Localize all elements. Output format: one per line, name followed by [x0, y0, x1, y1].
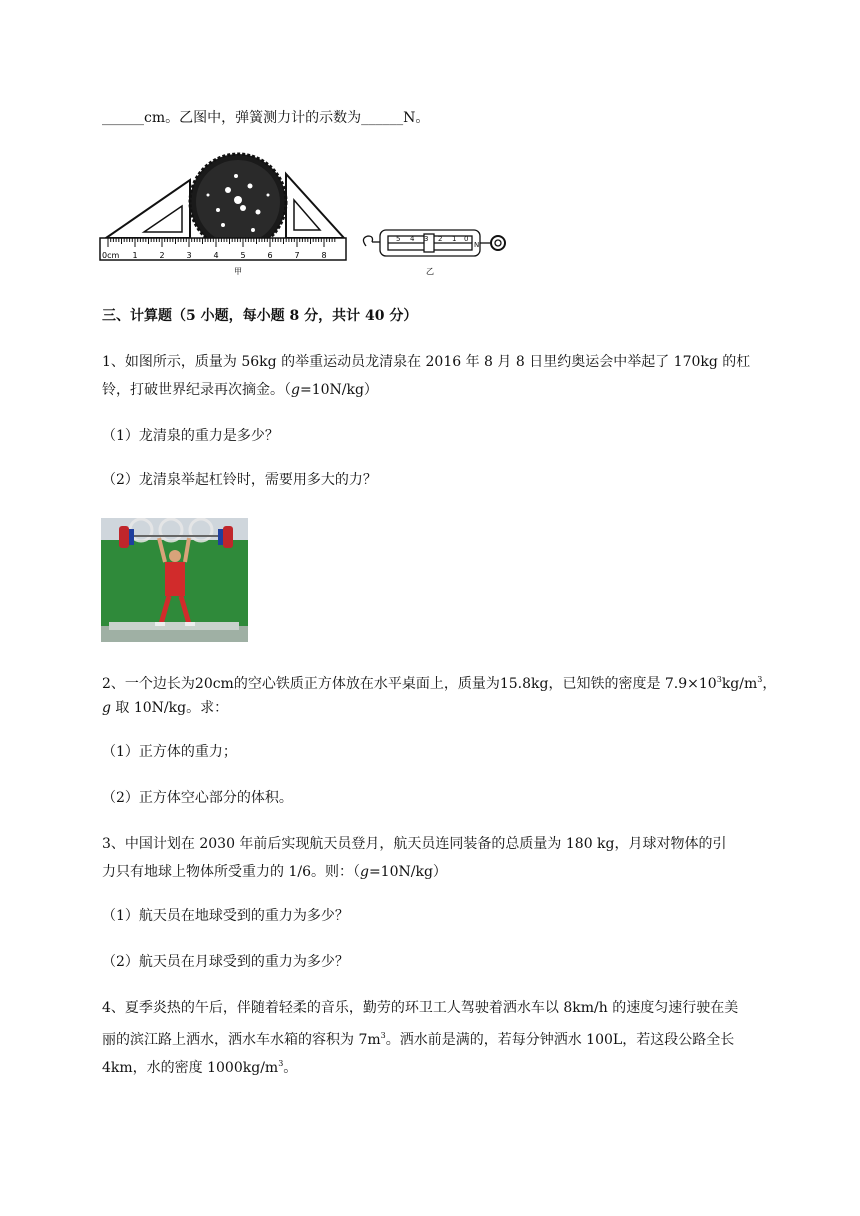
ruler	[100, 238, 346, 260]
ruler-tick-label: 6	[267, 251, 273, 260]
q3-sub-1: （1）航天员在地球受到的重力为多少？	[102, 908, 349, 924]
ruler-tick-label: 2	[159, 251, 165, 260]
q1-line-2	[102, 380, 378, 400]
q4-line-3-text: 4km，水的密度 1000kg/m	[102, 1060, 279, 1076]
intro-text-2: N。	[403, 110, 430, 126]
q3-line-2	[102, 862, 447, 882]
q2-unit: kg/m	[721, 676, 758, 692]
exponent: 3	[278, 1059, 284, 1068]
q2-comma: ，	[762, 676, 777, 692]
exponent: 3	[757, 675, 763, 684]
q2-sub-1: （1）正方体的重力；	[102, 744, 237, 760]
q2-sub-2: （2）正方体空心部分的体积。	[102, 790, 293, 806]
q4-line-2-text: 丽的滨江路上洒水，洒水车水箱的容积为 7m	[102, 1032, 381, 1048]
scale-number: 1	[452, 235, 457, 243]
q4-line-2	[102, 1026, 734, 1050]
spring-scale	[363, 230, 505, 256]
q1-line-1: 1、如图所示，质量为 56kg 的举重运动员龙清泉在 2016 年 8 月 8 日里约奥运会中举起了 170kg 的杠	[102, 354, 751, 370]
scale-number: 4	[410, 235, 415, 243]
ruler-tick-label: 4	[213, 251, 219, 260]
q4-line-2-tail: 。洒水前是满的，若每分钟洒水 100L，若这段公路全长	[385, 1032, 735, 1048]
q1-line-2-text: 铃，打破世界纪录再次摘金。（	[102, 382, 291, 398]
coin-object	[190, 154, 286, 250]
intro-line	[102, 108, 429, 128]
q3-sub-2: （2）航天员在月球受到的重力为多少？	[102, 954, 349, 970]
intro-text-1: cm。乙图中，弹簧测力计的示数为	[144, 110, 362, 126]
scale-number: 2	[438, 235, 443, 243]
q4-line-3-tail: 。	[283, 1060, 298, 1076]
caption-a: 甲	[234, 267, 242, 276]
measurement-figure	[98, 150, 518, 280]
spring-scale-numbers	[396, 235, 479, 249]
q3-line-1: 3、中国计划在 2030 年前后实现航天员登月，航天员连同装备的总质量为 180 kg，月球对物体的引	[102, 836, 727, 852]
section-heading: 三、计算题（5 小题，每小题 8 分，共计 40 分）	[102, 308, 418, 324]
q1-sub-1: （1）龙清泉的重力是多少？	[102, 428, 279, 444]
ruler-tick-label: 7	[294, 251, 300, 260]
ruler-tick-label: 1	[132, 251, 138, 260]
q1-sub-2: （2）龙清泉举起杠铃时，需要用多大的力？	[102, 472, 377, 488]
g-symbol: g	[102, 700, 111, 716]
left-triangle	[106, 180, 190, 238]
q2-line-2-text: 取 10N/kg。求：	[110, 700, 229, 716]
exponent: 3	[380, 1031, 386, 1040]
q4-line-3	[102, 1054, 297, 1078]
right-triangle	[286, 174, 344, 238]
ruler-unit: 0cm	[102, 251, 120, 260]
ruler-tick-label: 8	[321, 251, 327, 260]
scale-number: 5	[396, 235, 401, 243]
caption-b: 乙	[426, 267, 434, 276]
g-symbol: g	[359, 864, 369, 880]
ruler-tick-label: 5	[240, 251, 246, 260]
q3-line-2-text: 力只有地球上物体所受重力的 1/6。则：（	[102, 864, 360, 880]
q4-line-1: 4、夏季炎热的午后，伴随着轻柔的音乐，勤劳的环卫工人驾驶着洒水车以 8km/h 的速度匀速行驶在美	[102, 1000, 739, 1016]
q2-line-1	[102, 670, 776, 694]
q3-line-2-tail: =10N/kg）	[368, 864, 447, 880]
scale-unit: N	[474, 241, 480, 249]
exponent: 3	[716, 675, 722, 684]
q1-line-2-tail: =10N/kg）	[299, 382, 378, 398]
weightlifter-photo	[101, 518, 248, 642]
q2-line-2	[102, 698, 228, 718]
ruler-tick-label: 3	[186, 251, 192, 260]
blank-2: ______	[361, 110, 404, 126]
blank-1: ______	[102, 110, 144, 126]
scale-number: 3	[424, 235, 429, 243]
g-symbol: g	[291, 382, 300, 398]
q2-line-1-text: 2、一个边长为20cm的空心铁质正方体放在水平桌面上，质量为15.8kg，已知铁的密度是 7.9×10	[102, 676, 717, 692]
scale-number: 0	[464, 235, 469, 243]
